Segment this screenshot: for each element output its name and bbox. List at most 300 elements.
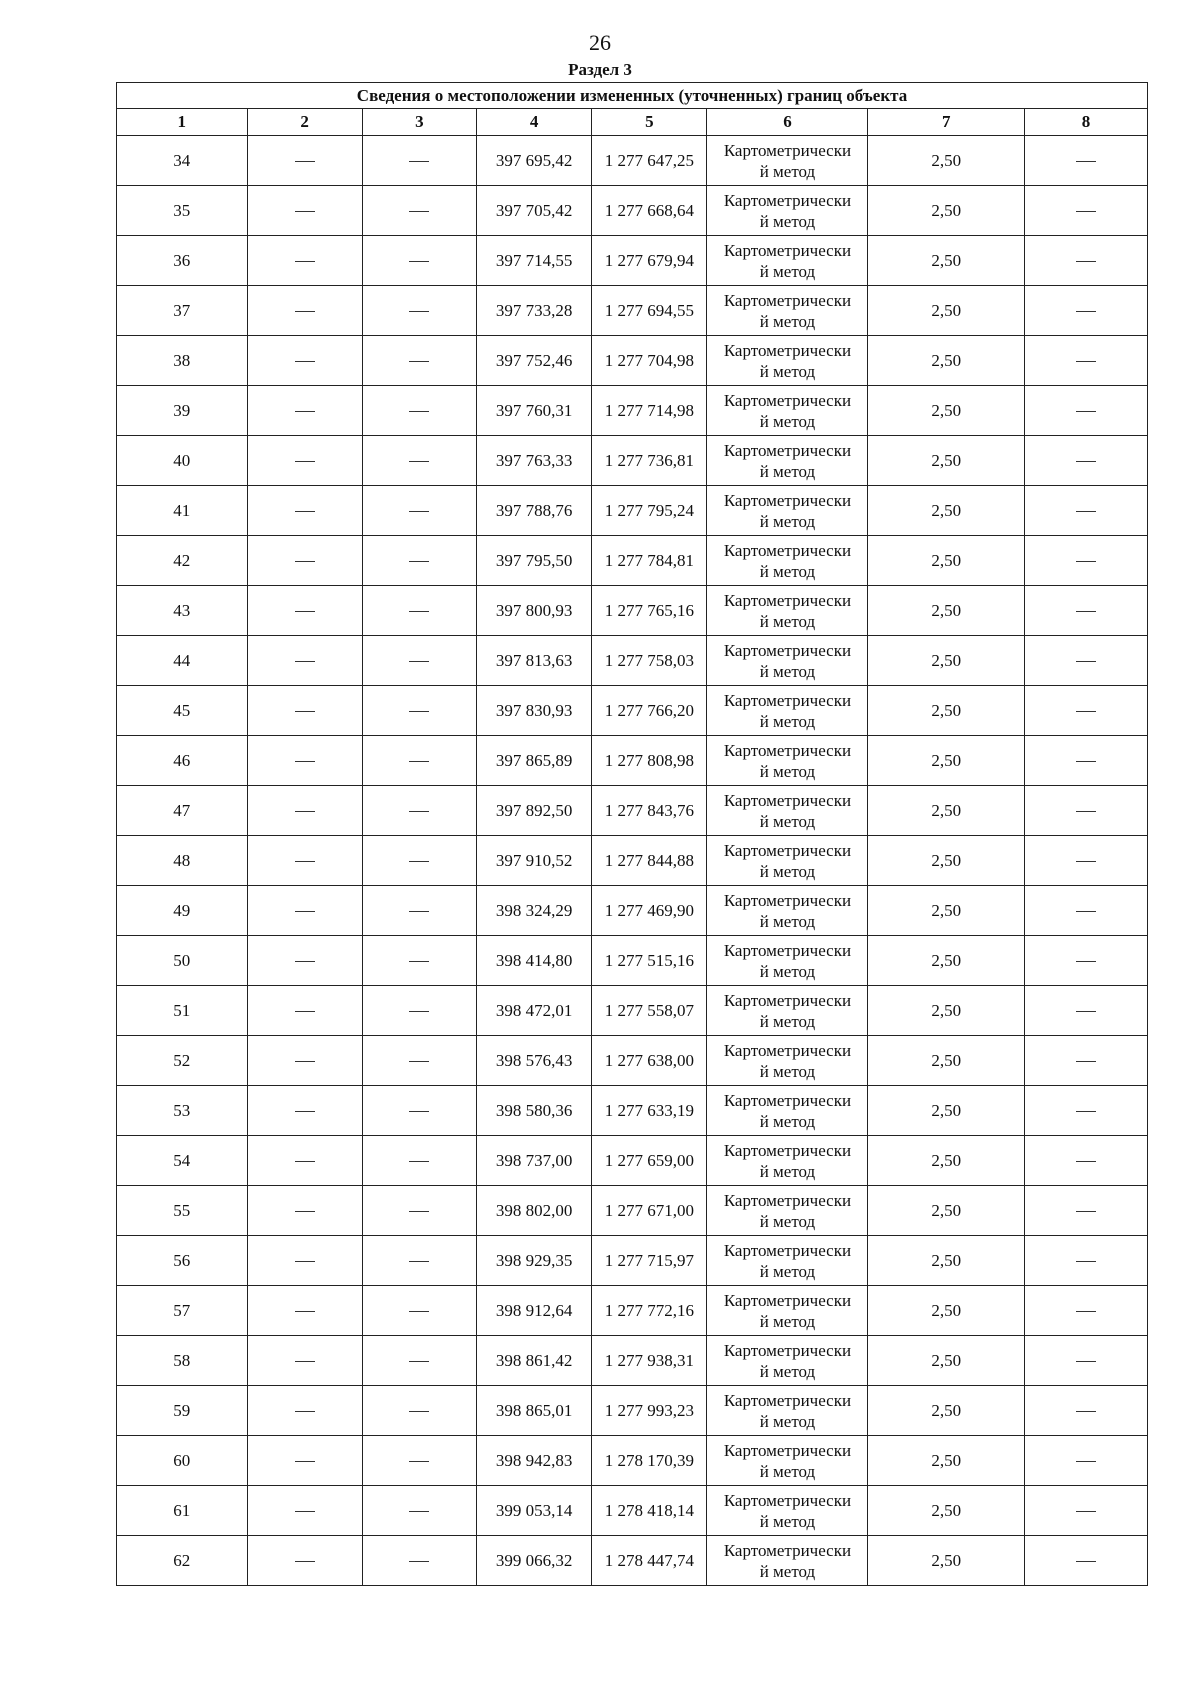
point-number-cell: 55	[117, 1186, 248, 1236]
method-cell	[707, 1136, 868, 1186]
empty-dash	[409, 861, 429, 862]
empty-dash	[409, 411, 429, 412]
empty-dash	[1076, 1061, 1096, 1062]
empty-dash	[295, 1411, 315, 1412]
method-line-2: й метод	[759, 1011, 816, 1031]
empty-dash	[1076, 1261, 1096, 1262]
empty-dash	[295, 411, 315, 412]
precision-cell: 2,50	[868, 736, 1025, 786]
precision-cell: 2,50	[868, 1036, 1025, 1086]
point-number-cell: 53	[117, 1086, 248, 1136]
coordinates-table	[116, 82, 1148, 1586]
point-number-cell: 43	[117, 586, 248, 636]
x-coordinate-cell: 398 865,01	[476, 1386, 591, 1436]
point-number-cell: 45	[117, 686, 248, 736]
empty-cell-col8	[1025, 886, 1148, 936]
empty-cell-col2	[247, 1486, 362, 1536]
empty-cell-col3	[362, 786, 476, 836]
precision-cell: 2,50	[868, 786, 1025, 836]
x-coordinate-cell: 397 910,52	[476, 836, 591, 886]
method-line-2: й метод	[759, 511, 816, 531]
method-line-1: Картометрически	[723, 990, 852, 1010]
precision-cell: 2,50	[868, 836, 1025, 886]
empty-cell-col3	[362, 1236, 476, 1286]
empty-cell-col8	[1025, 636, 1148, 686]
precision-cell: 2,50	[868, 1286, 1025, 1336]
y-coordinate-cell: 1 278 418,14	[592, 1486, 707, 1536]
precision-cell: 2,50	[868, 1336, 1025, 1386]
method-cell	[707, 136, 868, 186]
method-cell	[707, 436, 868, 486]
method-cell	[707, 836, 868, 886]
empty-cell-col3	[362, 1086, 476, 1136]
empty-dash	[295, 611, 315, 612]
y-coordinate-cell: 1 278 447,74	[592, 1536, 707, 1586]
empty-dash	[295, 1161, 315, 1162]
method-cell	[707, 1436, 868, 1486]
column-header-8: 8	[1025, 109, 1148, 136]
empty-dash	[409, 1361, 429, 1362]
precision-cell: 2,50	[868, 436, 1025, 486]
empty-cell-col2	[247, 436, 362, 486]
y-coordinate-cell: 1 277 772,16	[592, 1286, 707, 1336]
y-coordinate-cell: 1 277 844,88	[592, 836, 707, 886]
empty-dash	[409, 711, 429, 712]
point-number-cell: 49	[117, 886, 248, 936]
method-line-1: Картометрически	[723, 1340, 852, 1360]
section-title: Раздел 3	[568, 60, 632, 79]
empty-dash	[1076, 411, 1096, 412]
table-caption: Сведения о местоположении измененных (уточненных) границ объекта	[117, 83, 1148, 109]
empty-cell-col8	[1025, 1136, 1148, 1186]
x-coordinate-cell: 398 802,00	[476, 1186, 591, 1236]
point-number-cell: 42	[117, 536, 248, 586]
table-row	[117, 336, 1148, 386]
y-coordinate-cell: 1 277 558,07	[592, 986, 707, 1036]
empty-dash	[295, 361, 315, 362]
x-coordinate-cell: 398 414,80	[476, 936, 591, 986]
empty-dash	[295, 1111, 315, 1112]
empty-dash	[409, 1561, 429, 1562]
point-number-cell: 59	[117, 1386, 248, 1436]
empty-dash	[1076, 311, 1096, 312]
point-number-cell: 60	[117, 1436, 248, 1486]
method-line-2: й метод	[759, 261, 816, 281]
y-coordinate-cell: 1 278 170,39	[592, 1436, 707, 1486]
method-line-1: Картометрически	[723, 340, 852, 360]
method-line-1: Картометрически	[723, 1540, 852, 1560]
precision-cell: 2,50	[868, 336, 1025, 386]
precision-cell: 2,50	[868, 386, 1025, 436]
empty-dash	[409, 761, 429, 762]
table-row	[117, 486, 1148, 536]
method-line-2: й метод	[759, 1411, 816, 1431]
point-number-cell: 36	[117, 236, 248, 286]
empty-dash	[295, 1061, 315, 1062]
empty-dash	[409, 611, 429, 612]
x-coordinate-cell: 397 865,89	[476, 736, 591, 786]
empty-cell-col3	[362, 486, 476, 536]
table-row	[117, 386, 1148, 436]
method-cell	[707, 1286, 868, 1336]
table-row	[117, 836, 1148, 886]
method-line-1: Картометрически	[723, 440, 852, 460]
empty-cell-col8	[1025, 486, 1148, 536]
column-header-2: 2	[247, 109, 362, 136]
method-line-2: й метод	[759, 211, 816, 231]
column-header-4: 4	[476, 109, 591, 136]
empty-cell-col8	[1025, 986, 1148, 1036]
column-header-5: 5	[592, 109, 707, 136]
empty-cell-col8	[1025, 786, 1148, 836]
method-line-2: й метод	[759, 361, 816, 381]
method-line-2: й метод	[759, 1111, 816, 1131]
empty-cell-col2	[247, 1436, 362, 1486]
x-coordinate-cell: 399 066,32	[476, 1536, 591, 1586]
table-row	[117, 1386, 1148, 1436]
precision-cell: 2,50	[868, 886, 1025, 936]
empty-cell-col3	[362, 1536, 476, 1586]
empty-cell-col2	[247, 1286, 362, 1336]
empty-cell-col8	[1025, 386, 1148, 436]
point-number-cell: 57	[117, 1286, 248, 1336]
precision-cell: 2,50	[868, 1236, 1025, 1286]
y-coordinate-cell: 1 277 736,81	[592, 436, 707, 486]
empty-dash	[295, 561, 315, 562]
method-cell	[707, 1186, 868, 1236]
empty-dash	[409, 961, 429, 962]
precision-cell: 2,50	[868, 286, 1025, 336]
empty-cell-col8	[1025, 136, 1148, 186]
empty-cell-col3	[362, 1486, 476, 1536]
table-row	[117, 186, 1148, 236]
empty-cell-col3	[362, 1336, 476, 1386]
empty-cell-col3	[362, 986, 476, 1036]
method-cell	[707, 986, 868, 1036]
empty-dash	[1076, 861, 1096, 862]
method-cell	[707, 486, 868, 536]
empty-dash	[409, 811, 429, 812]
y-coordinate-cell: 1 277 647,25	[592, 136, 707, 186]
y-coordinate-cell: 1 277 795,24	[592, 486, 707, 536]
method-line-2: й метод	[759, 711, 816, 731]
y-coordinate-cell: 1 277 694,55	[592, 286, 707, 336]
method-cell	[707, 886, 868, 936]
table-row	[117, 686, 1148, 736]
method-cell	[707, 186, 868, 236]
point-number-cell: 54	[117, 1136, 248, 1186]
point-number-cell: 37	[117, 286, 248, 336]
y-coordinate-cell: 1 277 515,16	[592, 936, 707, 986]
empty-cell-col3	[362, 136, 476, 186]
table-row	[117, 1536, 1148, 1586]
x-coordinate-cell: 397 752,46	[476, 336, 591, 386]
y-coordinate-cell: 1 277 784,81	[592, 536, 707, 586]
page-number: 26	[589, 30, 611, 55]
table-row	[117, 1436, 1148, 1486]
x-coordinate-cell: 397 760,31	[476, 386, 591, 436]
table-row	[117, 1036, 1148, 1086]
precision-cell: 2,50	[868, 1436, 1025, 1486]
precision-cell: 2,50	[868, 986, 1025, 1036]
empty-cell-col3	[362, 386, 476, 436]
empty-dash	[295, 1311, 315, 1312]
method-line-1: Картометрически	[723, 540, 852, 560]
empty-cell-col3	[362, 1286, 476, 1336]
x-coordinate-cell: 397 763,33	[476, 436, 591, 486]
method-cell	[707, 1336, 868, 1386]
empty-dash	[1076, 1561, 1096, 1562]
method-cell	[707, 1536, 868, 1586]
empty-cell-col8	[1025, 836, 1148, 886]
method-line-1: Картометрически	[723, 1240, 852, 1260]
empty-cell-col8	[1025, 436, 1148, 486]
empty-cell-col3	[362, 436, 476, 486]
precision-cell: 2,50	[868, 536, 1025, 586]
point-number-cell: 58	[117, 1336, 248, 1386]
method-line-2: й метод	[759, 1061, 816, 1081]
column-header-6: 6	[707, 109, 868, 136]
empty-dash	[409, 1061, 429, 1062]
empty-dash	[1076, 1211, 1096, 1212]
empty-dash	[1076, 1511, 1096, 1512]
x-coordinate-cell: 398 472,01	[476, 986, 591, 1036]
empty-dash	[295, 261, 315, 262]
empty-dash	[1076, 1311, 1096, 1312]
column-header-row	[117, 109, 1148, 136]
empty-cell-col8	[1025, 936, 1148, 986]
x-coordinate-cell: 398 912,64	[476, 1286, 591, 1336]
empty-cell-col8	[1025, 686, 1148, 736]
empty-dash	[1076, 361, 1096, 362]
point-number-cell: 41	[117, 486, 248, 536]
method-line-1: Картометрически	[723, 1390, 852, 1410]
empty-cell-col8	[1025, 1536, 1148, 1586]
x-coordinate-cell: 398 942,83	[476, 1436, 591, 1486]
empty-dash	[1076, 711, 1096, 712]
empty-cell-col3	[362, 736, 476, 786]
y-coordinate-cell: 1 277 993,23	[592, 1386, 707, 1436]
precision-cell: 2,50	[868, 686, 1025, 736]
method-line-2: й метод	[759, 811, 816, 831]
empty-cell-col2	[247, 786, 362, 836]
x-coordinate-cell: 397 788,76	[476, 486, 591, 536]
method-line-2: й метод	[759, 611, 816, 631]
y-coordinate-cell: 1 277 714,98	[592, 386, 707, 436]
empty-dash	[409, 161, 429, 162]
method-cell	[707, 286, 868, 336]
empty-dash	[1076, 961, 1096, 962]
table-row	[117, 936, 1148, 986]
empty-cell-col2	[247, 1536, 362, 1586]
method-line-1: Картометрически	[723, 590, 852, 610]
empty-dash	[409, 1511, 429, 1512]
method-cell	[707, 936, 868, 986]
y-coordinate-cell: 1 277 765,16	[592, 586, 707, 636]
method-line-2: й метод	[759, 1311, 816, 1331]
point-number-cell: 35	[117, 186, 248, 236]
method-line-1: Картометрически	[723, 640, 852, 660]
method-line-1: Картометрически	[723, 1090, 852, 1110]
y-coordinate-cell: 1 277 659,00	[592, 1136, 707, 1186]
column-header-1: 1	[117, 109, 248, 136]
empty-cell-col2	[247, 1336, 362, 1386]
table-body	[117, 136, 1148, 1586]
empty-dash	[409, 561, 429, 562]
empty-dash	[409, 661, 429, 662]
empty-dash	[1076, 1161, 1096, 1162]
precision-cell: 2,50	[868, 1536, 1025, 1586]
point-number-cell: 44	[117, 636, 248, 686]
method-cell	[707, 586, 868, 636]
y-coordinate-cell: 1 277 704,98	[592, 336, 707, 386]
empty-dash	[409, 1261, 429, 1262]
table-row	[117, 436, 1148, 486]
method-line-1: Картометрически	[723, 1190, 852, 1210]
empty-cell-col2	[247, 836, 362, 886]
empty-cell-col8	[1025, 1186, 1148, 1236]
table-row	[117, 1086, 1148, 1136]
method-line-2: й метод	[759, 561, 816, 581]
method-line-1: Картометрически	[723, 790, 852, 810]
point-number-cell: 34	[117, 136, 248, 186]
precision-cell: 2,50	[868, 486, 1025, 536]
point-number-cell: 56	[117, 1236, 248, 1286]
empty-cell-col3	[362, 286, 476, 336]
empty-dash	[409, 211, 429, 212]
x-coordinate-cell: 398 861,42	[476, 1336, 591, 1386]
empty-dash	[409, 1461, 429, 1462]
empty-cell-col2	[247, 1086, 362, 1136]
empty-cell-col8	[1025, 286, 1148, 336]
x-coordinate-cell: 397 733,28	[476, 286, 591, 336]
empty-cell-col8	[1025, 1386, 1148, 1436]
empty-cell-col2	[247, 936, 362, 986]
method-cell	[707, 336, 868, 386]
method-line-1: Картометрически	[723, 840, 852, 860]
precision-cell: 2,50	[868, 936, 1025, 986]
method-cell	[707, 786, 868, 836]
table-row	[117, 1186, 1148, 1236]
empty-cell-col8	[1025, 1486, 1148, 1536]
method-line-1: Картометрически	[723, 490, 852, 510]
empty-dash	[409, 1011, 429, 1012]
x-coordinate-cell: 398 929,35	[476, 1236, 591, 1286]
empty-cell-col3	[362, 536, 476, 586]
empty-cell-col3	[362, 1136, 476, 1186]
empty-dash	[1076, 661, 1096, 662]
method-cell	[707, 636, 868, 686]
method-line-2: й метод	[759, 761, 816, 781]
table-row	[117, 1136, 1148, 1186]
y-coordinate-cell: 1 277 668,64	[592, 186, 707, 236]
empty-dash	[1076, 561, 1096, 562]
empty-dash	[409, 1411, 429, 1412]
method-line-1: Картометрически	[723, 1140, 852, 1160]
empty-dash	[409, 1311, 429, 1312]
method-line-2: й метод	[759, 1561, 816, 1581]
method-cell	[707, 1036, 868, 1086]
empty-dash	[1076, 761, 1096, 762]
empty-cell-col2	[247, 736, 362, 786]
y-coordinate-cell: 1 277 766,20	[592, 686, 707, 736]
empty-cell-col3	[362, 336, 476, 386]
point-number-cell: 47	[117, 786, 248, 836]
method-cell	[707, 736, 868, 786]
precision-cell: 2,50	[868, 1086, 1025, 1136]
empty-cell-col2	[247, 386, 362, 436]
empty-cell-col8	[1025, 236, 1148, 286]
table-row	[117, 236, 1148, 286]
x-coordinate-cell: 397 795,50	[476, 536, 591, 586]
empty-cell-col3	[362, 936, 476, 986]
empty-cell-col3	[362, 636, 476, 686]
method-line-2: й метод	[759, 1161, 816, 1181]
method-line-1: Картометрически	[723, 140, 852, 160]
empty-dash	[295, 811, 315, 812]
point-number-cell: 40	[117, 436, 248, 486]
table-row	[117, 636, 1148, 686]
empty-dash	[1076, 511, 1096, 512]
empty-cell-col2	[247, 1036, 362, 1086]
empty-dash	[409, 1211, 429, 1212]
empty-dash	[409, 461, 429, 462]
empty-dash	[295, 961, 315, 962]
empty-cell-col8	[1025, 1336, 1148, 1386]
method-line-1: Картометрически	[723, 290, 852, 310]
y-coordinate-cell: 1 277 758,03	[592, 636, 707, 686]
method-cell	[707, 1236, 868, 1286]
empty-dash	[1076, 1111, 1096, 1112]
empty-cell-col2	[247, 336, 362, 386]
empty-dash	[1076, 261, 1096, 262]
empty-dash	[295, 161, 315, 162]
empty-dash	[295, 911, 315, 912]
empty-cell-col3	[362, 686, 476, 736]
precision-cell: 2,50	[868, 1386, 1025, 1436]
x-coordinate-cell: 398 737,00	[476, 1136, 591, 1186]
empty-dash	[1076, 1011, 1096, 1012]
method-line-1: Картометрически	[723, 1490, 852, 1510]
method-cell	[707, 1386, 868, 1436]
precision-cell: 2,50	[868, 186, 1025, 236]
method-line-2: й метод	[759, 311, 816, 331]
table-row	[117, 736, 1148, 786]
empty-dash	[409, 911, 429, 912]
table-row	[117, 1486, 1148, 1536]
empty-dash	[295, 1261, 315, 1262]
method-line-1: Картометрически	[723, 740, 852, 760]
empty-cell-col2	[247, 886, 362, 936]
empty-cell-col3	[362, 1186, 476, 1236]
empty-dash	[409, 1111, 429, 1112]
x-coordinate-cell: 398 580,36	[476, 1086, 591, 1136]
empty-cell-col3	[362, 1036, 476, 1086]
y-coordinate-cell: 1 277 469,90	[592, 886, 707, 936]
method-line-2: й метод	[759, 1261, 816, 1281]
empty-dash	[1076, 211, 1096, 212]
x-coordinate-cell: 397 830,93	[476, 686, 591, 736]
method-line-1: Картометрически	[723, 1290, 852, 1310]
precision-cell: 2,50	[868, 1136, 1025, 1186]
y-coordinate-cell: 1 277 938,31	[592, 1336, 707, 1386]
precision-cell: 2,50	[868, 236, 1025, 286]
empty-cell-col2	[247, 136, 362, 186]
method-line-1: Картометрически	[723, 390, 852, 410]
x-coordinate-cell: 398 576,43	[476, 1036, 591, 1086]
empty-cell-col3	[362, 1436, 476, 1486]
method-line-2: й метод	[759, 161, 816, 181]
